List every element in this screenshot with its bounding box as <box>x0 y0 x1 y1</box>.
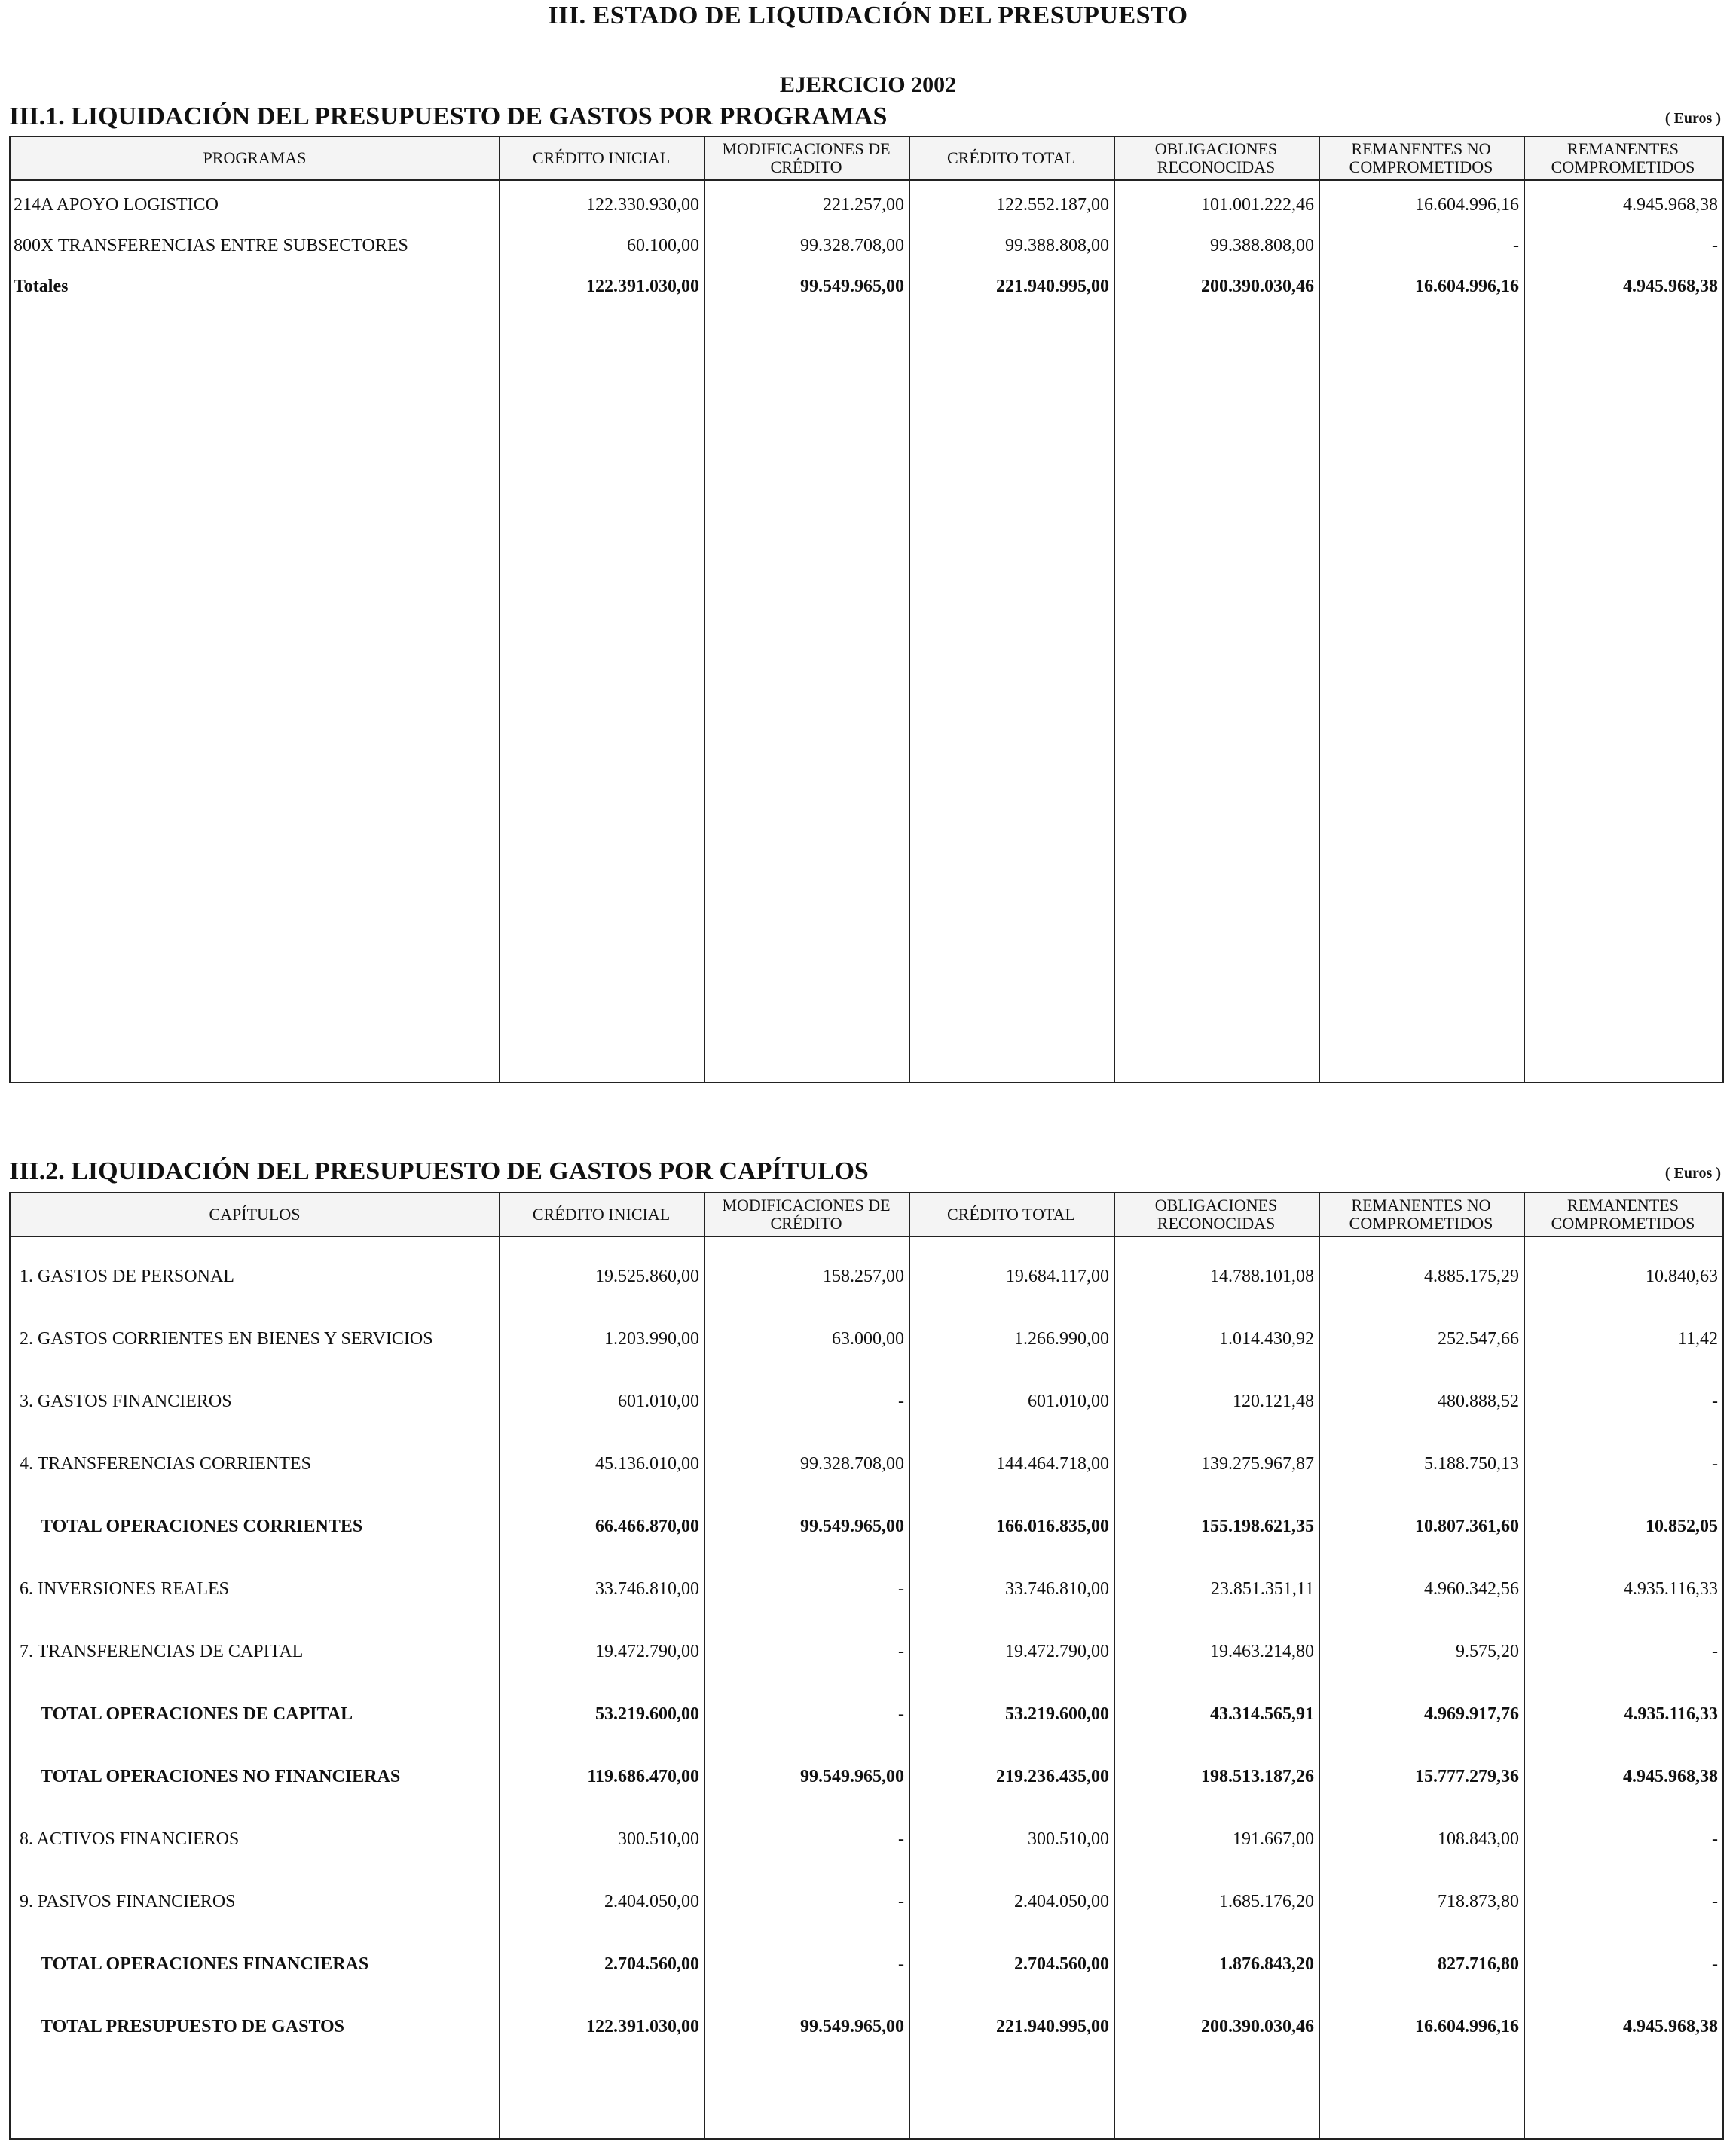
row-value: 1.266.990,00 <box>1014 1328 1109 1349</box>
table-row <box>11 1636 1722 1667</box>
row-value: 99.549.965,00 <box>800 1766 904 1786</box>
table-row <box>11 190 1722 220</box>
row-value: - <box>1712 1891 1718 1911</box>
row-value: 16.604.996,16 <box>1415 2016 1519 2037</box>
column-header: CRÉDITO TOTAL <box>947 148 1075 167</box>
row-value: 4.885.175,29 <box>1424 1266 1519 1286</box>
table-header <box>11 137 1722 181</box>
row-value: 53.219.600,00 <box>595 1704 699 1724</box>
page-title: III. ESTADO DE LIQUIDACIÓN DEL PRESUPUESTO <box>548 2 1188 29</box>
row-value: 221.257,00 <box>823 194 904 215</box>
row-value: 19.525.860,00 <box>595 1266 699 1286</box>
row-value: 11,42 <box>1677 1328 1718 1349</box>
chapters-table <box>9 1192 1724 2140</box>
row-value: - <box>1712 1829 1718 1849</box>
row-label: 6. INVERSIONES REALES <box>20 1578 230 1599</box>
row-label: 214A APOYO LOGISTICO <box>14 194 219 215</box>
row-label: 1. GASTOS DE PERSONAL <box>20 1266 234 1286</box>
row-value: - <box>898 1641 904 1661</box>
row-value: 10.807.361,60 <box>1415 1516 1519 1536</box>
column-header: OBLIGACIONES RECONOCIDAS <box>1154 139 1278 176</box>
table-row <box>11 1699 1722 1729</box>
row-value: 1.685.176,20 <box>1219 1891 1314 1911</box>
column-header: PROGRAMAS <box>203 148 307 167</box>
row-value: 139.275.967,87 <box>1201 1453 1314 1474</box>
row-value: 1.876.843,20 <box>1219 1954 1314 1974</box>
column-header: CRÉDITO INICIAL <box>532 148 671 167</box>
row-label: 3. GASTOS FINANCIEROS <box>20 1391 232 1411</box>
table-header <box>11 1193 1722 1237</box>
table-row <box>11 1511 1722 1542</box>
column-header: CAPÍTULOS <box>209 1205 301 1224</box>
programs-table <box>9 136 1724 1083</box>
row-value: 4.969.917,76 <box>1424 1704 1519 1724</box>
row-value: 122.391.030,00 <box>586 2016 699 2037</box>
row-value: 200.390.030,46 <box>1201 276 1314 296</box>
row-label: TOTAL OPERACIONES DE CAPITAL <box>41 1704 353 1724</box>
row-label: 7. TRANSFERENCIAS DE CAPITAL <box>20 1641 304 1661</box>
row-value: 10.840,63 <box>1646 1266 1718 1286</box>
table-row <box>11 1574 1722 1604</box>
row-label: 800X TRANSFERENCIAS ENTRE SUBSECTORES <box>14 235 408 255</box>
row-value: 99.549.965,00 <box>800 276 904 296</box>
row-value: 43.314.565,91 <box>1210 1704 1314 1724</box>
row-value: 2.404.050,00 <box>604 1891 699 1911</box>
row-value: 14.788.101,08 <box>1210 1266 1314 1286</box>
column-header: MODIFICACIONES DE CRÉDITO <box>722 139 891 176</box>
row-value: 9.575,20 <box>1456 1641 1519 1661</box>
row-value: 119.686.470,00 <box>587 1766 699 1786</box>
row-value: 480.888,52 <box>1438 1391 1519 1411</box>
row-value: 99.388.808,00 <box>1005 235 1109 255</box>
table-row <box>11 1386 1722 1416</box>
table-row <box>11 2012 1722 2042</box>
row-value: - <box>898 1829 904 1849</box>
column-header: CRÉDITO TOTAL <box>947 1205 1075 1224</box>
row-value: 4.945.968,38 <box>1623 1766 1718 1786</box>
column-header: CRÉDITO INICIAL <box>532 1205 671 1224</box>
row-value: 4.960.342,56 <box>1424 1578 1519 1599</box>
row-value: 60.100,00 <box>627 235 699 255</box>
row-value: 16.604.996,16 <box>1415 276 1519 296</box>
row-value: - <box>898 1891 904 1911</box>
row-value: - <box>1712 235 1718 255</box>
row-value: 221.940.995,00 <box>996 276 1109 296</box>
row-label: TOTAL OPERACIONES CORRIENTES <box>41 1516 363 1536</box>
row-label: 8. ACTIVOS FINANCIEROS <box>20 1829 240 1849</box>
row-value: 122.552.187,00 <box>996 194 1109 215</box>
row-value: 19.684.117,00 <box>1005 1266 1109 1286</box>
row-value: 300.510,00 <box>618 1829 699 1849</box>
row-value: 144.464.718,00 <box>996 1453 1109 1474</box>
row-value: 827.716,80 <box>1438 1954 1519 1974</box>
row-value: - <box>1712 1954 1718 1974</box>
row-value: - <box>898 1954 904 1974</box>
row-label: 4. TRANSFERENCIAS CORRIENTES <box>20 1453 311 1474</box>
row-value: - <box>898 1391 904 1411</box>
row-value: 66.466.870,00 <box>595 1516 699 1536</box>
row-value: 2.704.560,00 <box>604 1954 699 1974</box>
row-value: 19.463.214,80 <box>1210 1641 1314 1661</box>
table-row <box>11 1449 1722 1479</box>
row-value: 108.843,00 <box>1438 1829 1519 1849</box>
row-value: 252.547,66 <box>1438 1328 1519 1349</box>
row-value: 5.188.750,13 <box>1424 1453 1519 1474</box>
row-value: 99.388.808,00 <box>1210 235 1314 255</box>
section1-units: ( Euros ) <box>1664 110 1721 127</box>
row-value: 45.136.010,00 <box>595 1453 699 1474</box>
row-value: - <box>1712 1641 1718 1661</box>
row-value: - <box>1712 1391 1718 1411</box>
row-label: TOTAL OPERACIONES FINANCIERAS <box>41 1954 369 1974</box>
row-value: 4.945.968,38 <box>1623 276 1718 296</box>
table-row <box>11 271 1722 301</box>
section2-title: III.2. LIQUIDACIÓN DEL PRESUPUESTO DE GASTOS POR CAPÍTULOS <box>9 1157 869 1185</box>
table-row <box>11 1949 1722 1979</box>
row-value: 122.330.930,00 <box>586 194 699 215</box>
table-row <box>11 1324 1722 1354</box>
row-value: 10.852,05 <box>1646 1516 1718 1536</box>
row-value: 99.328.708,00 <box>800 235 904 255</box>
row-value: 23.851.351,11 <box>1210 1578 1314 1599</box>
row-value: 122.391.030,00 <box>586 276 699 296</box>
column-header: OBLIGACIONES RECONOCIDAS <box>1154 1196 1278 1233</box>
row-value: 166.016.835,00 <box>996 1516 1109 1536</box>
row-value: 19.472.790,00 <box>1005 1641 1109 1661</box>
row-value: 1.203.990,00 <box>604 1328 699 1349</box>
row-value: 2.404.050,00 <box>1014 1891 1109 1911</box>
row-value: 101.001.222,46 <box>1201 194 1314 215</box>
row-value: 15.777.279,36 <box>1415 1766 1519 1786</box>
row-label: 2. GASTOS CORRIENTES EN BIENES Y SERVICIOS <box>20 1328 433 1349</box>
row-value: 1.014.430,92 <box>1219 1328 1314 1349</box>
row-label: TOTAL OPERACIONES NO FINANCIERAS <box>41 1766 401 1786</box>
row-value: 219.236.435,00 <box>996 1766 1109 1786</box>
row-value: 63.000,00 <box>832 1328 904 1349</box>
column-header: REMANENTES NO COMPROMETIDOS <box>1349 139 1493 176</box>
row-label: Totales <box>14 276 69 296</box>
row-value: 4.945.968,38 <box>1623 194 1718 215</box>
section2-units: ( Euros ) <box>1664 1165 1721 1181</box>
row-value: 601.010,00 <box>1028 1391 1109 1411</box>
row-value: 4.935.116,33 <box>1623 1578 1718 1599</box>
table-row <box>11 1261 1722 1291</box>
row-value: 33.746.810,00 <box>595 1578 699 1599</box>
column-header: MODIFICACIONES DE CRÉDITO <box>722 1196 891 1233</box>
row-value: 4.945.968,38 <box>1623 2016 1718 2037</box>
table-row <box>11 1762 1722 1792</box>
table-row <box>11 1824 1722 1854</box>
row-value: 221.940.995,00 <box>996 2016 1109 2037</box>
row-value: 191.667,00 <box>1233 1829 1314 1849</box>
row-value: 99.549.965,00 <box>800 2016 904 2037</box>
section1-title: III.1. LIQUIDACIÓN DEL PRESUPUESTO DE GASTOS POR PROGRAMAS <box>9 102 888 130</box>
column-header: REMANENTES COMPROMETIDOS <box>1551 1196 1695 1233</box>
row-value: 198.513.187,26 <box>1201 1766 1314 1786</box>
row-value: - <box>1712 1453 1718 1474</box>
row-value: 33.746.810,00 <box>1005 1578 1109 1599</box>
row-label: TOTAL PRESUPUESTO DE GASTOS <box>41 2016 345 2037</box>
row-value: 120.121,48 <box>1233 1391 1314 1411</box>
row-value: 16.604.996,16 <box>1415 194 1519 215</box>
row-value: 155.198.621,35 <box>1201 1516 1314 1536</box>
row-value: 53.219.600,00 <box>1005 1704 1109 1724</box>
row-value: - <box>898 1578 904 1599</box>
fiscal-year: EJERCICIO 2002 <box>779 72 957 97</box>
column-header: REMANENTES NO COMPROMETIDOS <box>1349 1196 1493 1233</box>
table-row <box>11 231 1722 261</box>
row-value: - <box>898 1704 904 1724</box>
column-header: REMANENTES COMPROMETIDOS <box>1551 139 1695 176</box>
table-row <box>11 1887 1722 1917</box>
row-value: 19.472.790,00 <box>595 1641 699 1661</box>
row-value: - <box>1513 235 1519 255</box>
row-value: 300.510,00 <box>1028 1829 1109 1849</box>
row-value: 601.010,00 <box>618 1391 699 1411</box>
row-value: 200.390.030,46 <box>1201 2016 1314 2037</box>
row-value: 2.704.560,00 <box>1014 1954 1109 1974</box>
row-value: 718.873,80 <box>1438 1891 1519 1911</box>
row-value: 158.257,00 <box>823 1266 904 1286</box>
row-value: 4.935.116,33 <box>1624 1704 1718 1724</box>
row-value: 99.328.708,00 <box>800 1453 904 1474</box>
row-value: 99.549.965,00 <box>800 1516 904 1536</box>
row-label: 9. PASIVOS FINANCIEROS <box>20 1891 236 1911</box>
